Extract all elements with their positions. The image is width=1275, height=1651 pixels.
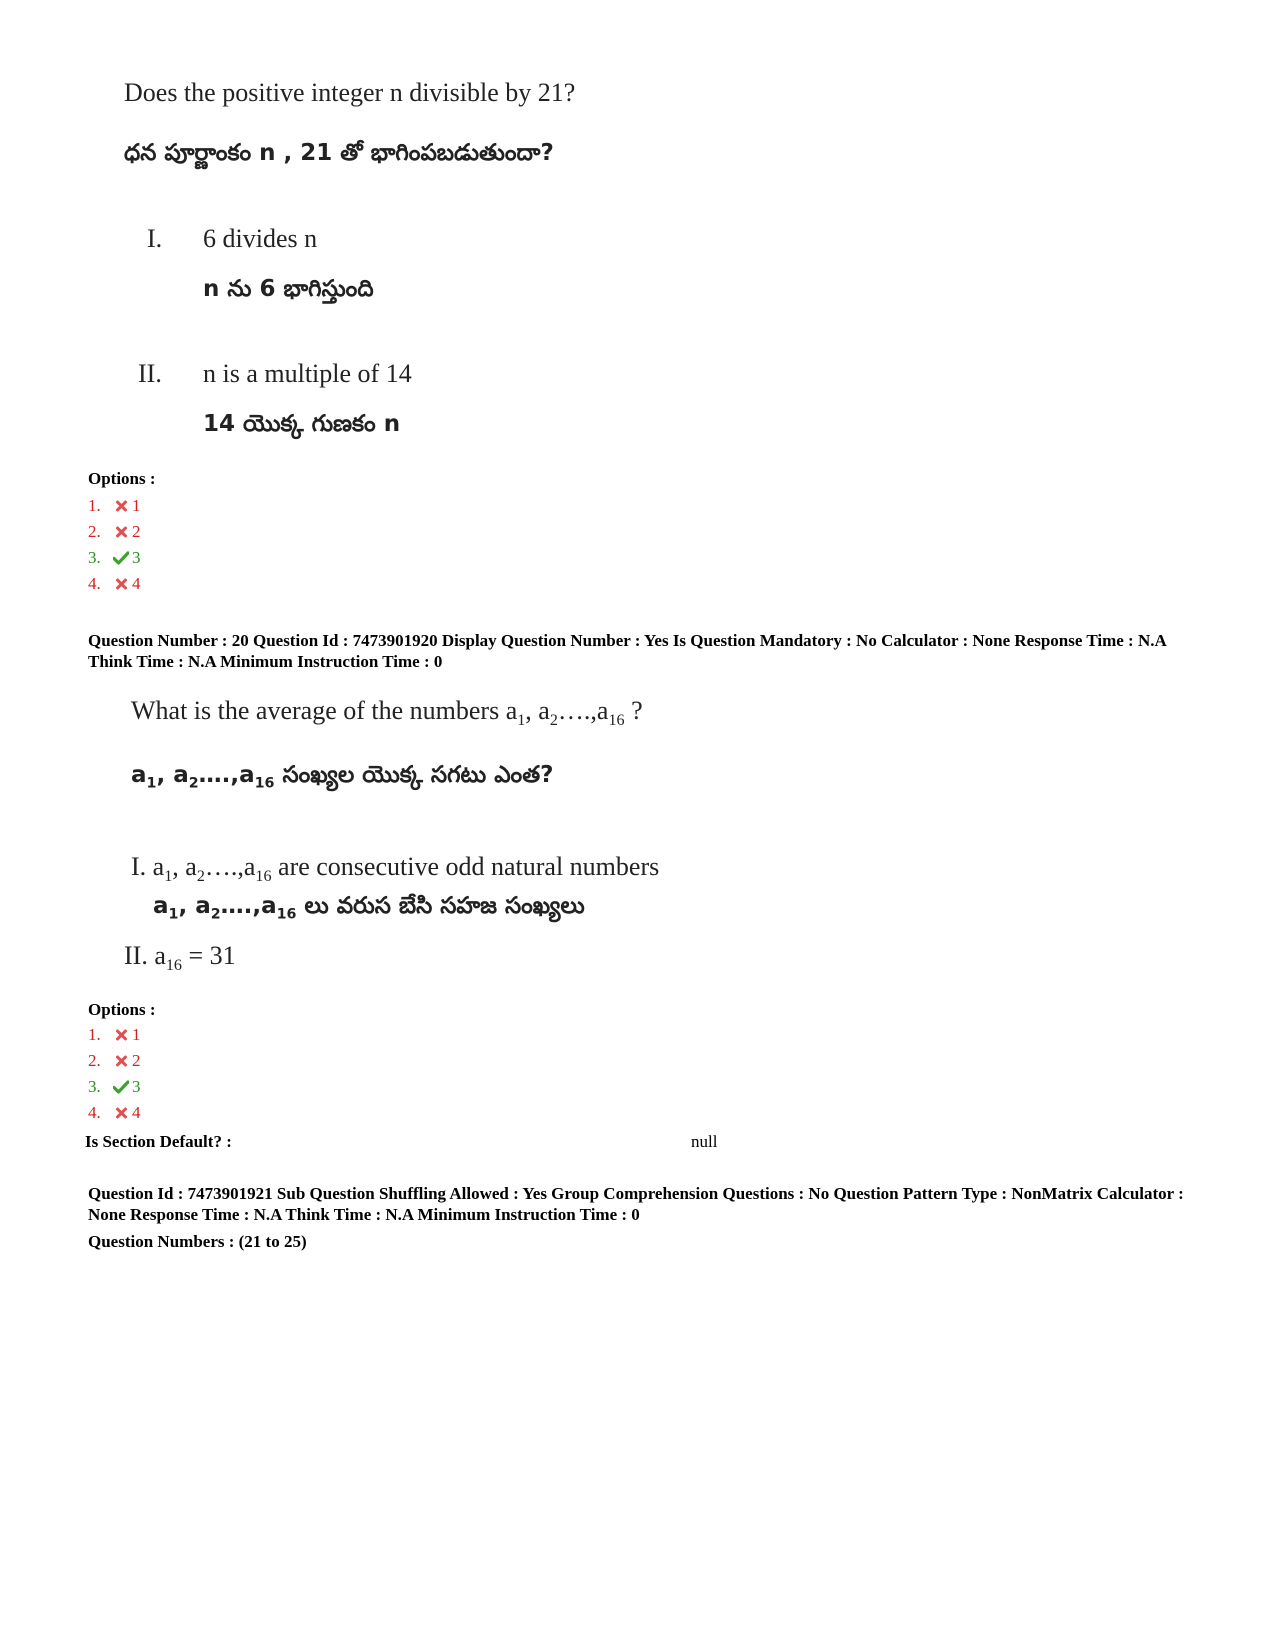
- wrong-x-icon: [115, 578, 127, 590]
- q19-statement-2-te: 14 యొక్క గుణకం n: [203, 411, 401, 437]
- group-meta: Question Id : 7473901921 Sub Question Shuffling Allowed : Yes Group Comprehension Questions : No Question Pattern Type : NonMatrix Calculator : None Response Time : N.A Think Time : N.A Minimum Instruction Time : 0: [88, 1184, 1184, 1224]
- q20-option-2: [88, 1050, 141, 1072]
- option-text: 3: [132, 548, 141, 567]
- wrong-x-icon: [115, 500, 127, 512]
- q19-options-list: [88, 495, 141, 595]
- option-number: 1.: [88, 496, 101, 515]
- q19-option-4: [88, 573, 141, 595]
- q19-option-2: [88, 521, 141, 543]
- q20-question-te: $a_1$, $a_2\dots.,a_{16}$ సంఖ్యల యొక్క సగటు ఎంత?: [131, 762, 554, 792]
- q19-statement-1-en: 6 divides n: [203, 224, 318, 253]
- correct-check-icon: [113, 1080, 129, 1094]
- q19-option-1: [88, 495, 141, 517]
- q19-statement-2-en: n is a multiple of 14: [203, 359, 412, 388]
- wrong-x-icon: [115, 526, 127, 538]
- q19-question-en: Does the positive integer n divisible by 21?: [124, 78, 576, 107]
- q20-option-1: [88, 1024, 141, 1046]
- q19-option-3: [88, 547, 141, 569]
- q19-statement-1-te: n ను 6 భాగిస్తుంది: [203, 276, 374, 302]
- q20-meta: Question Number : 20 Question Id : 7473901920 Display Question Number : Yes Is Question Mandatory : No Calculator : None Response Time : N.A Think Time : N.A Minimum Instruction Time : 0: [88, 631, 1166, 671]
- correct-check-icon: [113, 551, 129, 565]
- option-number: 1.: [88, 1025, 101, 1044]
- option-number: 3.: [88, 548, 101, 567]
- option-number: 2.: [88, 1051, 101, 1070]
- option-number: 2.: [88, 522, 101, 541]
- wrong-x-icon: [115, 1055, 127, 1067]
- option-text: 1: [132, 496, 141, 515]
- q20-option-4: [88, 1102, 141, 1124]
- q20-options-list: [88, 1024, 141, 1124]
- q20-statement-1-te: $a_1$, $a_2\dots.,a_{16}$ లు వరుస బేసి సహజ సంఖ్యలు: [153, 893, 585, 923]
- q20-option-3: [88, 1076, 141, 1098]
- option-number: 4.: [88, 1103, 101, 1122]
- option-text: 2: [132, 1051, 141, 1070]
- option-text: 2: [132, 522, 141, 541]
- q20-statement-2-en: II. $a_{16} = 31$: [124, 941, 236, 975]
- section-default-value: null: [691, 1132, 718, 1151]
- q19-question-te: ధన పూర్ణాంకం n , 21 తో భాగింపబడుతుందా?: [124, 140, 554, 166]
- q20-options-label: Options :: [88, 1000, 156, 1019]
- q20-question-en: What is the average of the numbers $a_1$, $a_2\dots.,a_{16}$ ?: [131, 696, 643, 730]
- section-default-label: Is Section Default? :: [85, 1132, 232, 1151]
- q19-statement-2-numeral: II.: [138, 359, 162, 388]
- wrong-x-icon: [115, 1107, 127, 1119]
- option-text: 4: [132, 574, 141, 593]
- q20-statement-1-en: I. $a_1$, $a_2\dots.,a_{16}$ are consecutive odd natural numbers: [131, 852, 660, 886]
- q19-statement-1-numeral: I.: [147, 224, 163, 253]
- option-text: 3: [132, 1077, 141, 1096]
- option-text: 4: [132, 1103, 141, 1122]
- option-text: 1: [132, 1025, 141, 1044]
- option-number: 3.: [88, 1077, 101, 1096]
- wrong-x-icon: [115, 1029, 127, 1041]
- question-numbers: Question Numbers : (21 to 25): [88, 1232, 307, 1251]
- q19-options-label: Options :: [88, 469, 156, 488]
- option-number: 4.: [88, 574, 101, 593]
